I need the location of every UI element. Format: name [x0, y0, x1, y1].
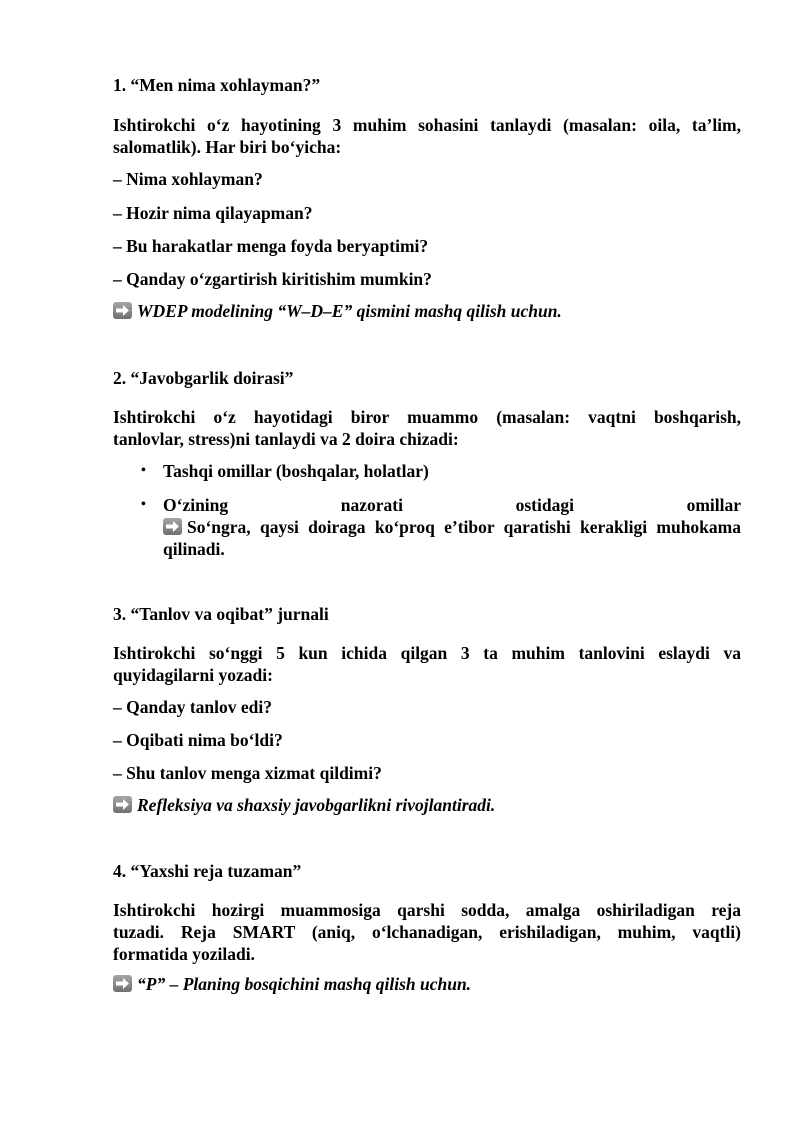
section-4-paragraph-line-1: Ishtirokchi hozirgi muammosiga qarshi sodda, amalga oshiriladigan reja: [113, 900, 741, 920]
section-1-note-text: WDEP modelining “W–D–E” qismini mashq qilish uchun.: [137, 301, 562, 321]
bullet-marker: •: [141, 497, 146, 512]
right-arrow-icon: [163, 518, 182, 535]
section-1-question-2: – Hozir nima qilayapman?: [113, 203, 313, 223]
section-2-bullet-1: Tashqi omillar (boshqalar, holatlar): [163, 461, 429, 481]
bullet-2-word: O‘zining: [163, 495, 229, 515]
section-1-question-4: – Qanday o‘zgartirish kiritishim mumkin?: [113, 269, 432, 289]
section-4-paragraph-line-3: formatida yoziladi.: [113, 944, 255, 964]
section-4-note: [113, 973, 471, 995]
right-arrow-icon: [113, 302, 132, 319]
section-4-note-text: “P” – Planing bosqichini mashq qilish uchun.: [137, 974, 472, 994]
section-1-question-3: – Bu harakatlar menga foyda beryaptimi?: [113, 236, 429, 256]
bullet-marker: •: [141, 463, 146, 478]
section-4-paragraph-line-2: tuzadi. Reja SMART (aniq, o‘lchanadigan, erishiladigan, muhim, vaqtli): [113, 922, 741, 942]
section-2-heading: 2. “Javobgarlik doirasi”: [113, 368, 294, 388]
right-arrow-icon: [113, 796, 132, 813]
section-2-bullet-2: [163, 494, 741, 516]
bullet-2-word: ostidagi: [515, 495, 574, 515]
section-3-question-3: – Shu tanlov menga xizmat qildimi?: [113, 763, 382, 783]
section-4-heading: 4. “Yaxshi reja tuzaman”: [113, 861, 302, 881]
section-3-note-text: Refleksiya va shaxsiy javobgarlikni rivojlantiradi.: [137, 795, 496, 815]
section-3-question-1: – Qanday tanlov edi?: [113, 697, 272, 717]
section-1-heading: 1. “Men nima xohlayman?”: [113, 75, 321, 95]
section-2-bullet-2-note-end: qilinadi.: [163, 539, 225, 559]
bullet-2-word: nazorati: [340, 495, 403, 515]
section-1-note: [113, 300, 562, 322]
section-2-paragraph-line-1: Ishtirokchi o‘z hayotidagi biror muammo (masalan: vaqtni boshqarish,: [113, 407, 741, 427]
bullet-2-word: omillar: [686, 495, 741, 515]
section-1-question-1: – Nima xohlayman?: [113, 169, 263, 189]
section-2-bullet-2-note: [163, 516, 741, 538]
section-3-note: [113, 794, 495, 816]
section-1-paragraph-line-1: Ishtirokchi o‘z hayotining 3 muhim sohasini tanlaydi (masalan: oila, ta’lim,: [113, 115, 741, 135]
section-3-heading: 3. “Tanlov va oqibat” jurnali: [113, 604, 329, 624]
right-arrow-icon: [113, 975, 132, 992]
section-3-paragraph-line-2: quyidagilarni yozadi:: [113, 665, 273, 685]
section-2-paragraph-line-2: tanlovlar, stress)ni tanlaydi va 2 doira chizadi:: [113, 429, 459, 449]
section-1-paragraph-line-2: salomatlik). Har biri bo‘yicha:: [113, 137, 342, 157]
section-2-bullet-2-note-text: So‘ngra, qaysi doiraga ko‘proq e’tibor qaratishi kerakligi muhokama: [187, 517, 741, 537]
section-3-question-2: – Oqibati nima bo‘ldi?: [113, 730, 283, 750]
section-3-paragraph-line-1: Ishtirokchi so‘nggi 5 kun ichida qilgan 3 ta muhim tanlovini eslaydi va: [113, 643, 741, 663]
